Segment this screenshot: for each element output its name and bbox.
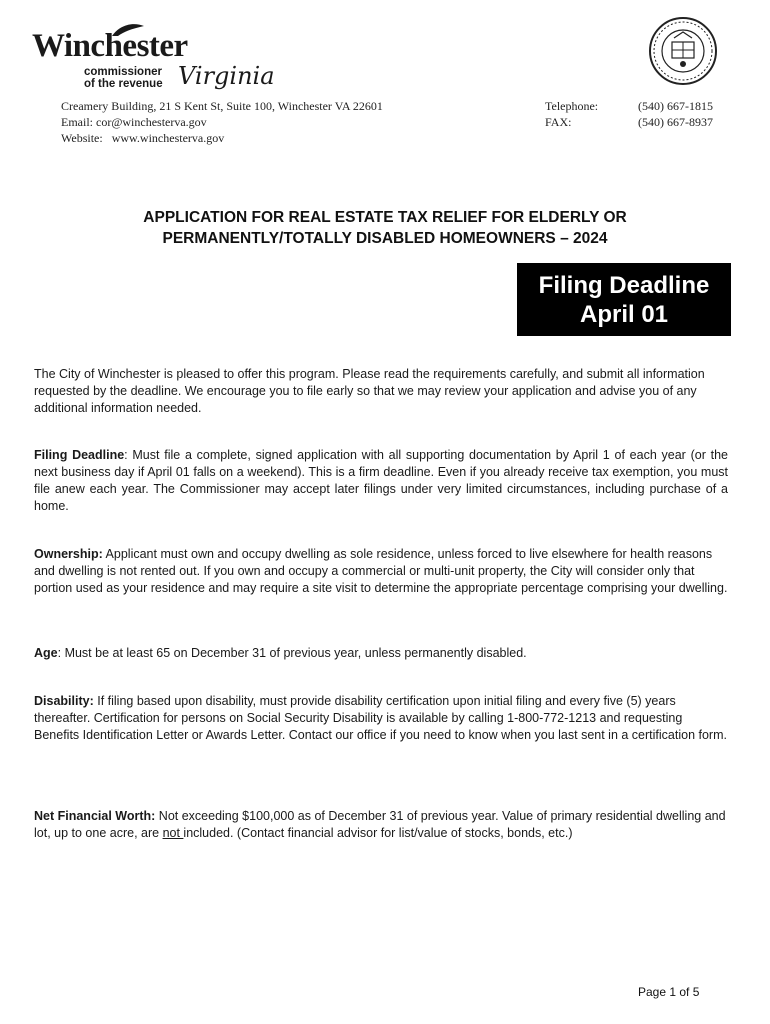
website-line: Website: www.winchesterva.gov [61,131,225,145]
winchester-logo [32,22,275,92]
email-line: Email: cor@winchesterva.gov [61,115,207,129]
telephone-number: (540) 667-1815 [638,99,713,113]
phone-values [638,98,713,130]
filing-deadline-box: Filing Deadline April 01 [517,263,731,336]
contact-address-block [61,98,383,146]
email-link[interactable]: cor@winchesterva.gov [96,115,207,129]
fax-number: (540) 667-8937 [638,115,713,129]
disability-paragraph: Disability: If filing based upon disability, must provide disability certification upon initial filing and every five (5) years thereafter. Certification for persons on Social Security Disability is available by calling 1-800-772-1213 and requesting Benefits Identification Letter or Awards Letter. Contact our office if you need to know when you last sent in a certification form. [34,694,727,742]
office-address: Creamery Building, 21 S Kent St, Suite 100, Winchester VA 22601 [61,99,383,113]
ownership-paragraph: Ownership: Applicant must own and occupy dwelling as sole residence, unless forced to live elsewhere for health reasons and dwelling is not rented out. If you own and occupy a commercial or multi-unit property, the City will consider only that portion used as your residence and may require a site visit to determine the appropriate percentage comprising your dwelling. [34,547,728,595]
logo-wordmark: Winchester [32,28,188,64]
logo-state: Virginia [178,62,275,90]
net-worth-paragraph: Net Financial Worth: Not exceeding $100,000 as of December 31 of previous year. Value of primary residential dwelling and lot, up to one acre, are not included. (Contact financial advisor for list/value of stocks, bonds, etc.) [34,809,726,840]
intro-paragraph: The City of Winchester is pleased to offer this program. Please read the requirements carefully, and submit all information requested by the deadline. We encourage you to file early so that we may review your application and advise you of any additional information needed. [34,367,705,415]
document-title: APPLICATION FOR REAL ESTATE TAX RELIEF FOR ELDERLY OR PERMANENTLY/TOTALLY DISABLED HOMEOWNERS – 2024 [143,209,627,247]
page-number: Page 1 of 5 [638,985,700,999]
website-link[interactable]: www.winchesterva.gov [111,131,225,145]
age-paragraph: Age: Must be at least 65 on December 31 of previous year, unless permanently disabled. [34,646,527,660]
city-seal-icon [648,16,718,86]
phone-labels: Telephone: FAX: [545,99,599,129]
logo-subtitle: commissioner of the revenue [84,66,163,90]
filing-deadline-paragraph: Filing Deadline: Must file a complete, signed application with all supporting documentation by April 1 of each year (or the next business day if April 01 falls on a weekend). This is a firm deadline. Even if you already receive tax exemption, you must file anew each year. The Commissioner may accept later filings under very limited circumstances, including purchase of a home. [34,448,728,513]
